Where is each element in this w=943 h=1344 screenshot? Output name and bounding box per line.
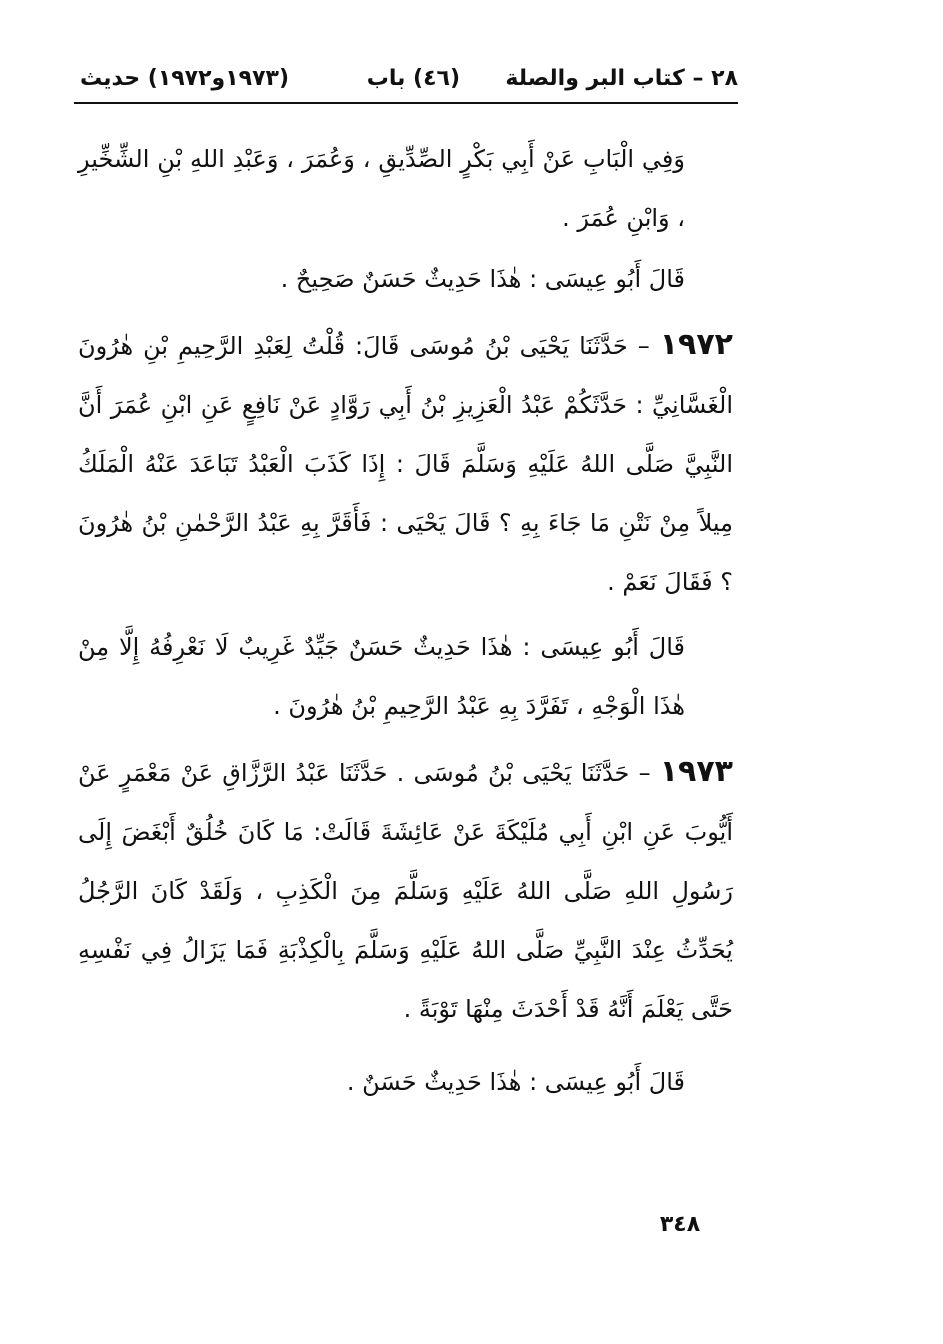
page-number: ٣٤٨	[659, 1212, 701, 1237]
paragraph-grading-1	[78, 250, 733, 309]
hadith-1972	[78, 315, 733, 612]
hadith-number: ١٩٧٣	[659, 754, 733, 789]
paragraph-grading-2	[78, 618, 733, 736]
hadith-1973	[78, 742, 733, 1039]
paragraph-text: – حَدَّثَنَا يَحْيَى بْنُ مُوسَى قَالَ: قُلْتُ لِعَبْدِ الرَّحِيمِ بْنِ هٰرُونَ الْغَسَّانِيِّ : حَدَّثَكُمْ عَبْدُ الْعَزِيزِ بْنُ أَبِي رَوَّادٍ عَنْ نَافِعٍ عَنِ ابْنِ عُمَرَ أَنَّ النَّبِيَّ صَلَّى اللهُ عَلَيْهِ وَسَلَّمَ قَالَ : إِذَا كَذَبَ الْعَبْدُ تَبَاعَدَ عَنْهُ الْمَلَكُ مِيلاً مِنْ نَتْنِ مَا جَاءَ بِهِ ؟ قَالَ يَحْيَى : فَأَقَرَّ بِهِ عَبْدُ الرَّحْمٰنِ بْنُ هٰرُونَ ؟ فَقَالَ نَعَمْ .	[78, 332, 733, 596]
hadith-number: ١٩٧٢	[659, 327, 733, 362]
main-text	[78, 130, 733, 1114]
hadith-range: (١٩٧٣و١٩٧٢) حديث	[80, 66, 290, 91]
paragraph-grading-3	[78, 1053, 733, 1112]
page-header	[78, 62, 738, 102]
header-divider	[74, 102, 738, 104]
section-title: (٤٦) باب	[366, 66, 460, 91]
chapter-title: ٢٨ – كتاب البر والصلة	[505, 66, 738, 91]
paragraph-text: قَالَ أَبُو عِيسَى : هٰذَا حَدِيثٌ حَسَنٌ جَيِّدٌ غَرِيبٌ لَا نَعْرِفُهُ إِلَّا مِنْ هٰذَا الْوَجْهِ ، تَفَرَّدَ بِهِ عَبْدُ الرَّحِيمِ بْنُ هٰرُونَ .	[78, 633, 685, 720]
paragraph-text: قَالَ أَبُو عِيسَى : هٰذَا حَدِيثٌ حَسَنٌ .	[346, 1068, 685, 1096]
paragraph-text: – حَدَّثَنَا يَحْيَى بْنُ مُوسَى . حَدَّثَنَا عَبْدُ الرَّزَّاقِ عَنْ مَعْمَرٍ عَنْ أَيُّوبَ عَنِ ابْنِ أَبِي مُلَيْكَةَ عَنْ عَائِشَةَ قَالَتْ: مَا كَانَ خُلُقٌ أَبْغَضَ إِلَى رَسُولِ اللهِ صَلَّى اللهُ عَلَيْهِ وَسَلَّمَ مِنَ الْكَذِبِ ، وَلَقَدْ كَانَ الرَّجُلُ يُحَدِّثُ عِنْدَ النَّبِيِّ صَلَّى اللهُ عَلَيْهِ وَسَلَّمَ بِالْكِذْبَةِ فَمَا يَزَالُ فِي نَفْسِهِ حَتَّى يَعْلَمَ أَنَّهُ قَدْ أَحْدَثَ مِنْهَا تَوْبَةً .	[78, 759, 733, 1023]
paragraph-text: وَفِي الْبَابِ عَنْ أَبِي بَكْرٍ الصِّدِّيقِ ، وَعُمَرَ ، وَعَبْدِ اللهِ بْنِ الشِّخِّيرِ ، وَابْنِ عُمَرَ .	[78, 145, 685, 232]
paragraph-chapter-refs	[78, 130, 733, 248]
paragraph-text: قَالَ أَبُو عِيسَى : هٰذَا حَدِيثٌ حَسَنٌ صَحِيحٌ .	[280, 265, 685, 293]
